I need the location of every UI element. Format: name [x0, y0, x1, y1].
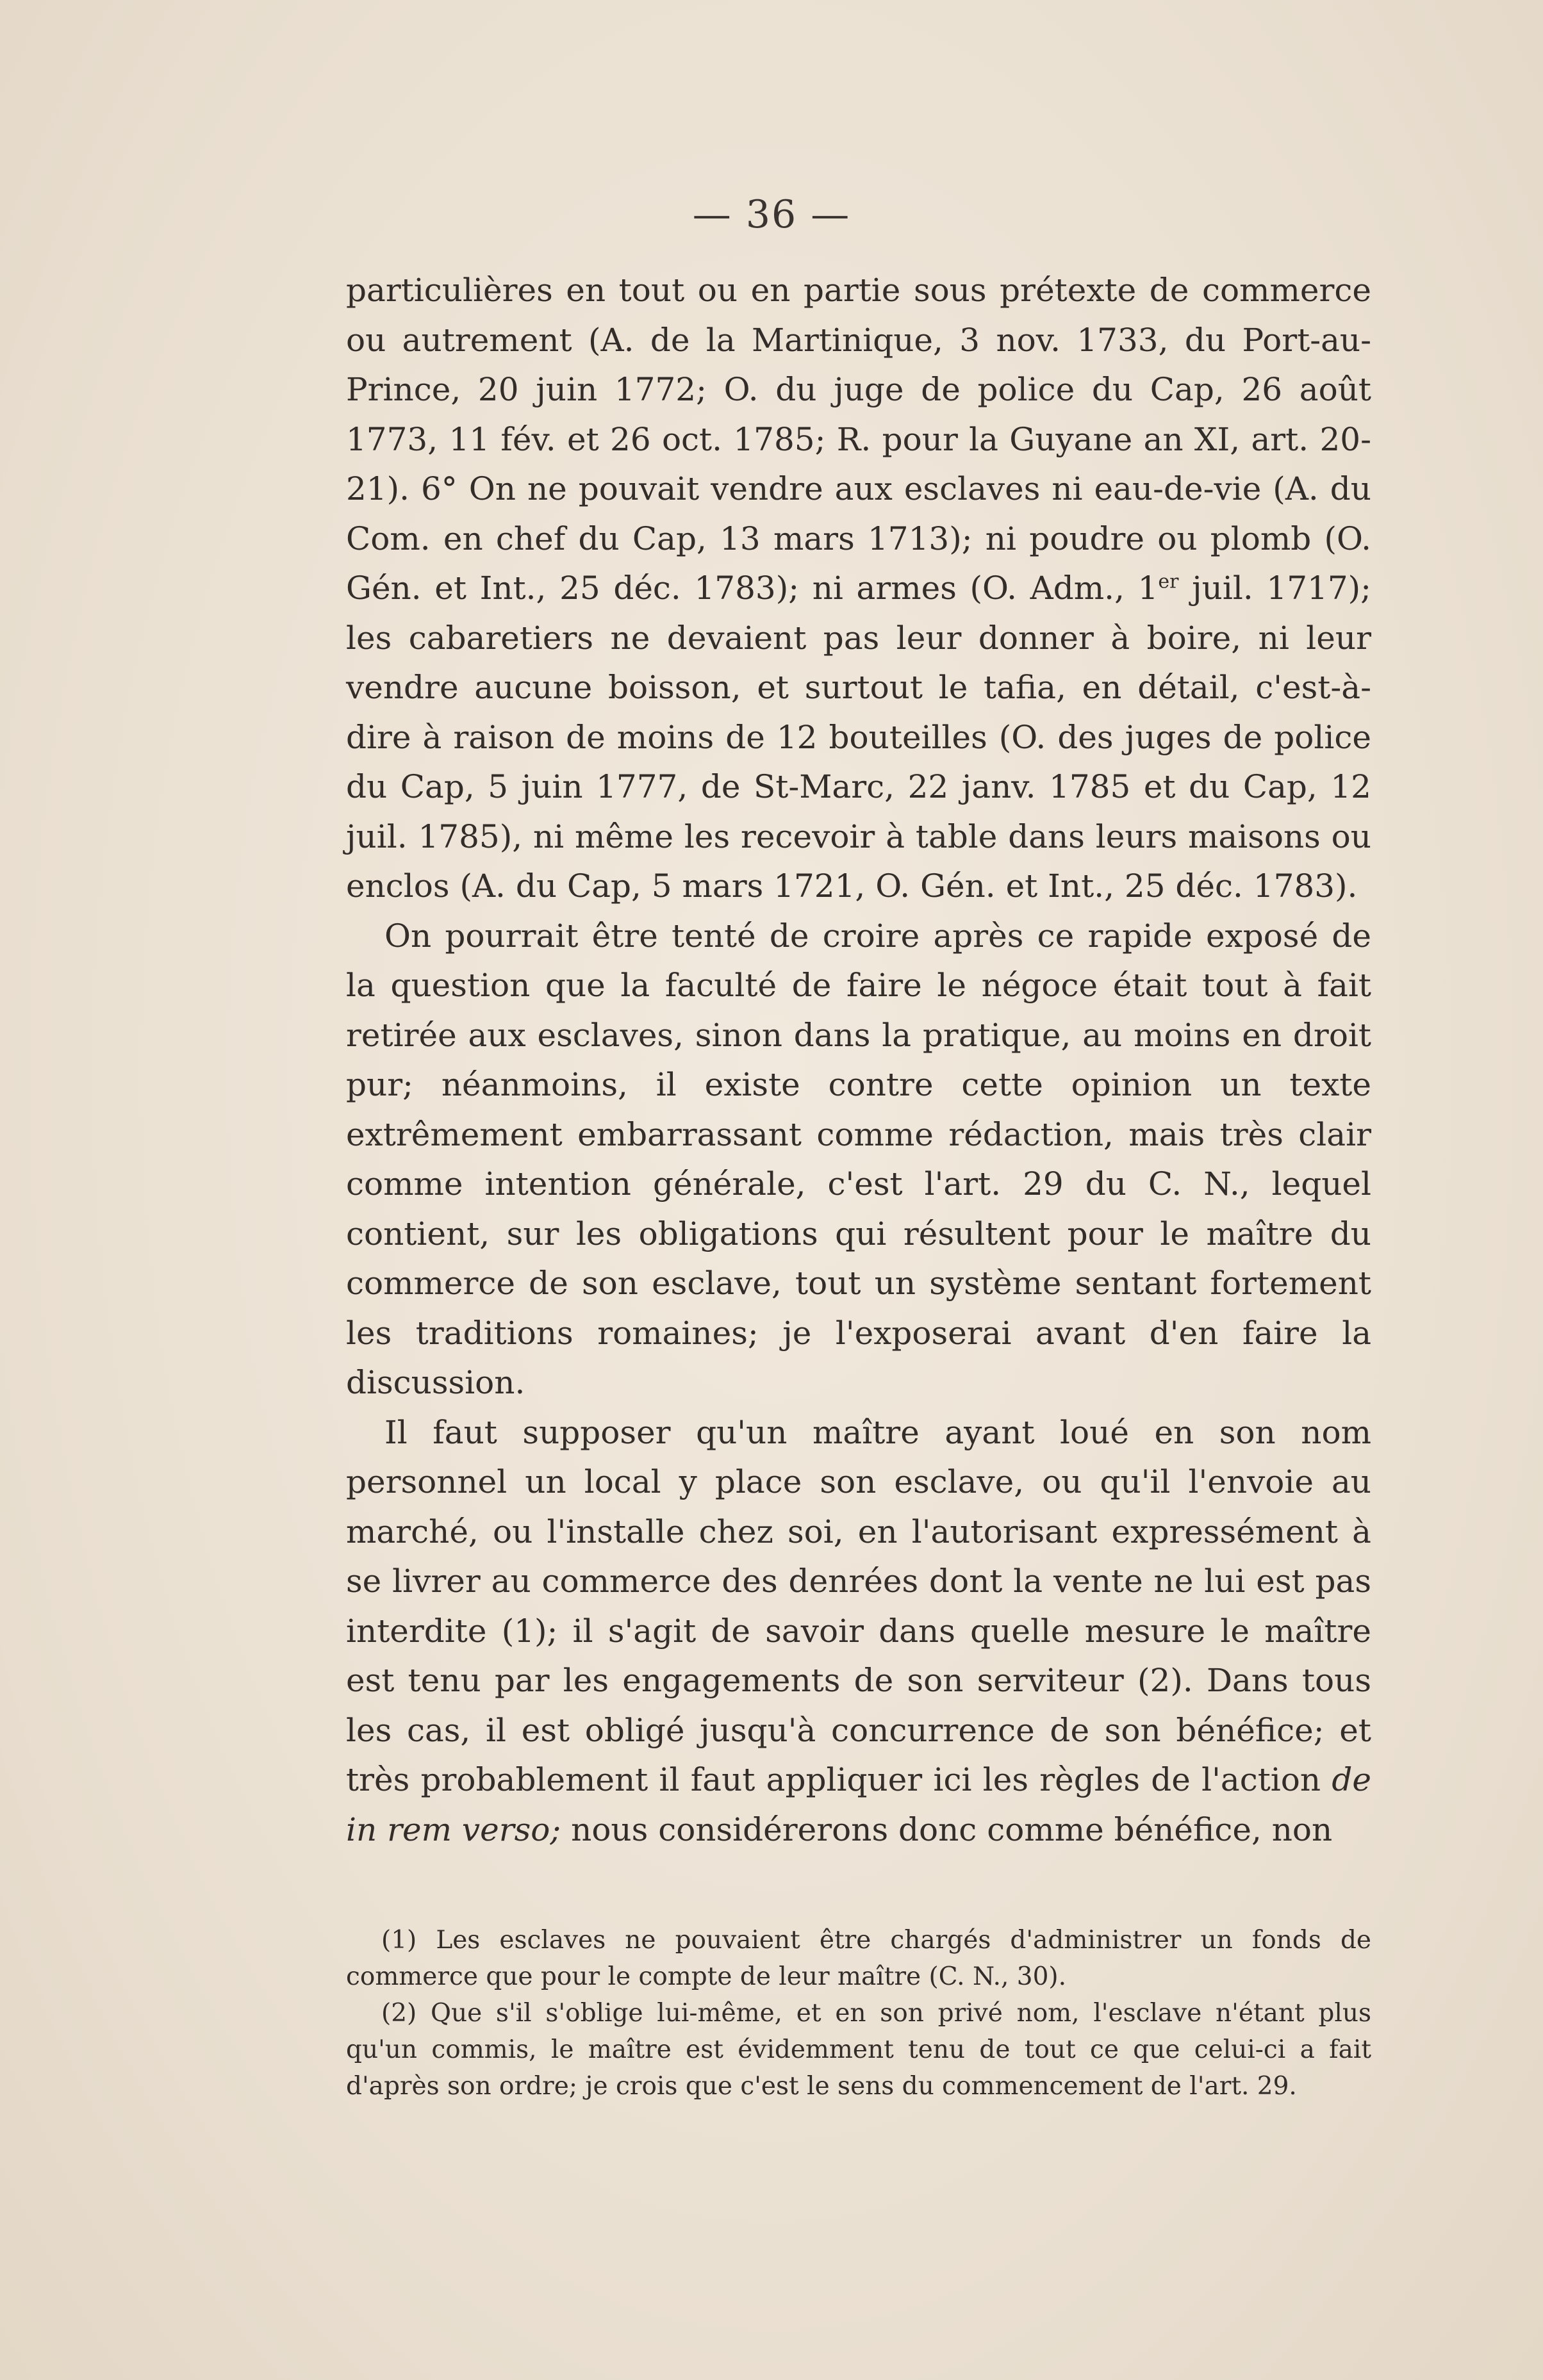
footnote-2: (2) Que s'il s'oblige lui-même, et en son privé nom, l'esclave n'étant plus qu'un commis, le maître est évidemment tenu de tout ce que celui-ci a fait d'après son ordre; je crois que c'est le sens du commencement de l'art. 29. [346, 1999, 1371, 2101]
paragraph-1 [346, 266, 1371, 912]
footnote-1: (1) Les esclaves ne pouvaient être chargés d'administrer un fonds de commerce que pour le compte de leur maître (C. N., 30). [346, 1926, 1371, 1991]
paragraph-3-text: Il faut supposer qu'un maître ayant loué en son nom personnel un local y place son esclave, ou qu'il l'envoie au marché, ou l'installe chez soi, en l'autorisant expressément à se livrer au commerce des denrées dont la vente ne lui est pas interdite (1); il s'agit de savoir dans quelle mesure le maître est tenu par les engagements de son serviteur (2). Dans tous les cas, il est obligé jusqu'à concurrence de son bénéfice; et très probablement il faut appliquer ici les règles de l'action [346, 1413, 1371, 1798]
paragraph-3 [346, 1408, 1371, 1855]
superscript-er: er [1158, 570, 1179, 593]
footnotes [346, 1922, 1371, 2105]
paragraph-1-text: particulières en tout ou en partie sous prétexte de commerce ou autrement (A. de la Martinique, 3 nov. 1733, du Port-au-Prince, 20 juin 1772; O. du juge de police du Cap, 26 août 1773, 11 fév. et 26 oct. 1785; R. pour la Guyane an XI, art. 20-21). 6° On ne pouvait vendre aux esclaves ni eau-de-vie (A. du Com. en chef du Cap, 13 mars 1713); ni poudre ou plomb (O. Gén. et Int., 25 déc. 1783); ni armes (O. Adm., 1 [346, 272, 1371, 607]
paragraph-2: On pourrait être tenté de croire après ce rapide exposé de la question que la faculté de faire le négoce était tout à fait retirée aux esclaves, sinon dans la pratique, au moins en droit pur; néanmoins, il existe contre cette opinion un texte extrêmement embarrassant comme rédaction, mais très clair comme intention générale, c'est l'art. 29 du C. N., lequel contient, sur les obligations qui résultent pour le maître du commerce de son esclave, tout un système sentant fortement les traditions romaines; je l'exposerai avant d'en faire la discussion. [346, 917, 1371, 1401]
page-number: — 36 — [692, 192, 851, 237]
latin-phrase: de in rem verso; [346, 1761, 1371, 1848]
paragraph-1-end: juil. 1717); les cabaretiers ne devaient pas leur donner à boire, ni leur vendre aucune boisson, et surtout le tafia, en détail, c'est-à-dire à raison de moins de 12 bouteilles (O. des juges de police du Cap, 5 juin 1777, de St-Marc, 22 janv. 1785 et du Cap, 12 juil. 1785), ni même les recevoir à table dans leurs maisons ou enclos (A. du Cap, 5 mars 1721, O. Gén. et Int., 25 déc. 1783). [346, 570, 1371, 905]
paragraph-3-end: nous considérerons donc comme bénéfice, non [561, 1810, 1333, 1848]
main-text [346, 266, 1371, 1855]
